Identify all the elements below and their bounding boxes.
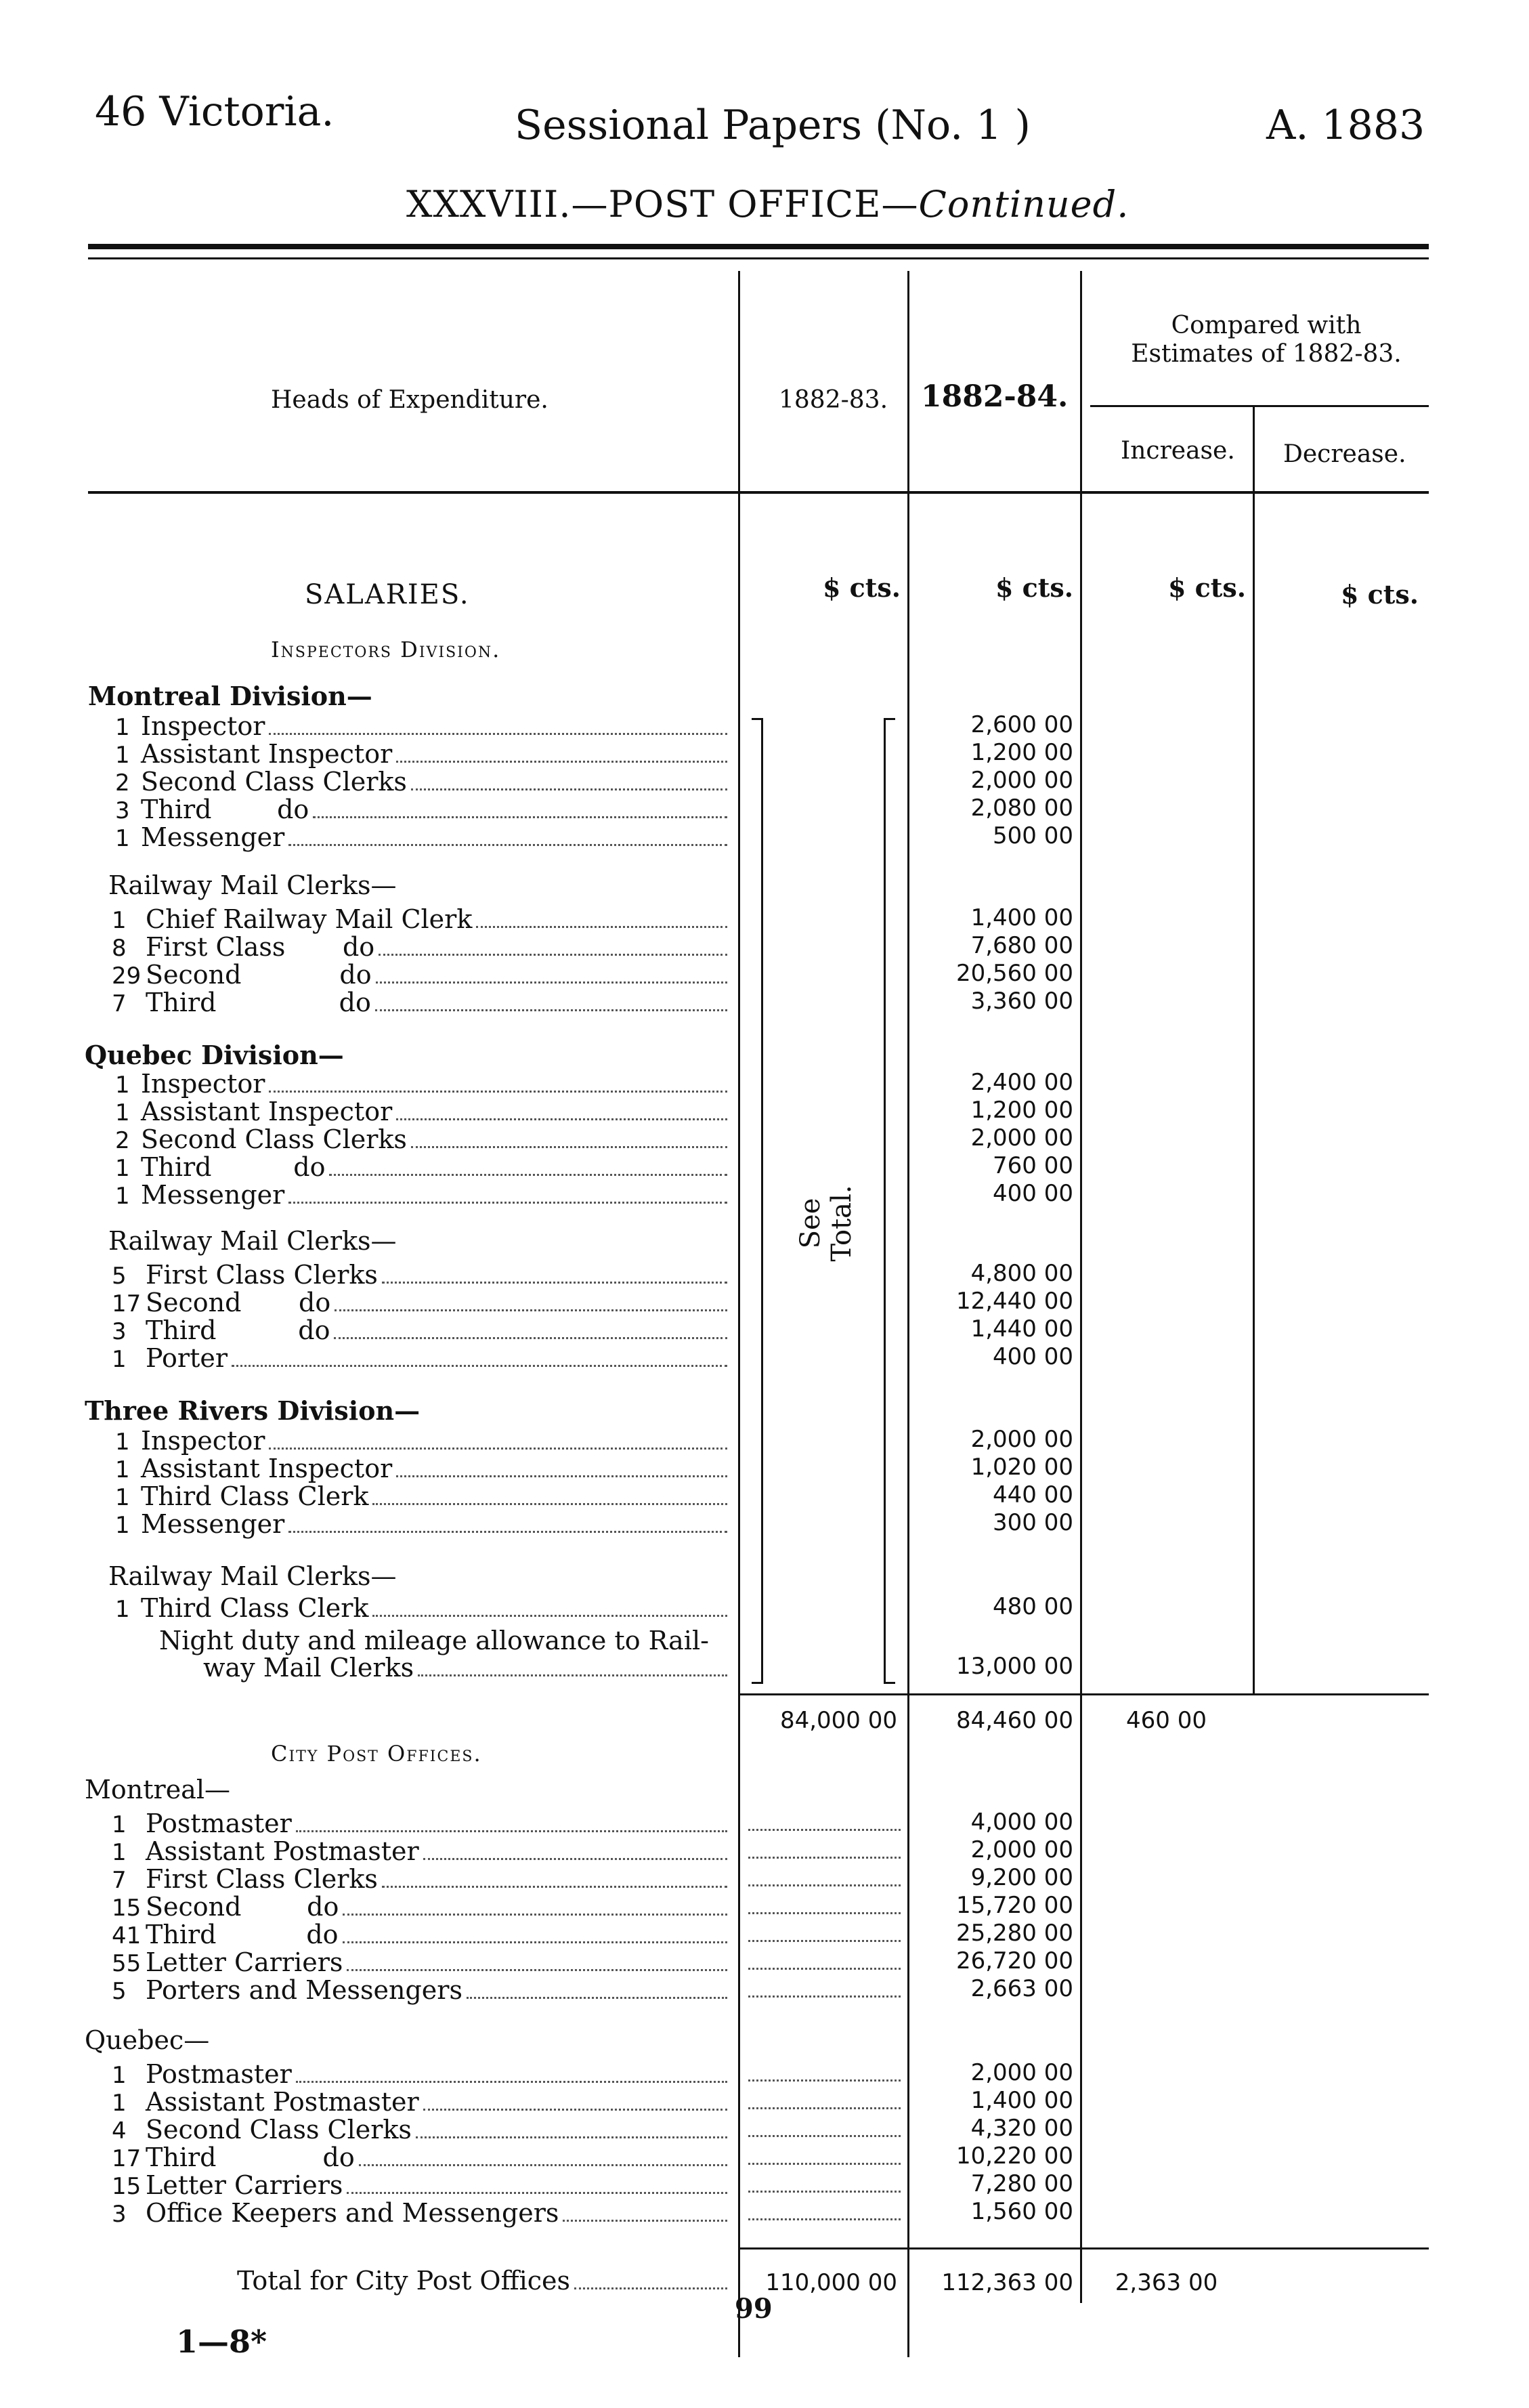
dotted-placeholder: [748, 1829, 901, 1831]
total-city-row: [237, 2266, 731, 2296]
list-item: 3 Office Keepers and Messengers: [112, 2198, 731, 2226]
inspectors-heading: Inspectors Division.: [271, 637, 501, 662]
list-item: 1 Inspector: [115, 711, 731, 739]
salaries-heading: SALARIES.: [305, 579, 470, 610]
montreal-rail-amounts: 1,400 00 7,680 00 20,560 00 3,360 00: [955, 904, 1073, 1015]
list-item: 7 First Class Clerks: [112, 1864, 731, 1892]
quebec-city-list: [112, 2059, 731, 2226]
list-item: 15 Letter Carriers: [112, 2170, 731, 2198]
sessional-papers-label: Sessional Papers (No. 1 ): [515, 102, 1031, 149]
subtotal-increase: 460 00: [1126, 1707, 1207, 1734]
list-item: 3 Third do: [112, 1315, 731, 1343]
year-label: A. 1883: [1266, 102, 1425, 149]
quebec-rail-amounts: 4,800 00 12,440 00 1,440 00 400 00: [955, 1260, 1073, 1370]
list-item: 1 Porter: [112, 1343, 731, 1371]
list-item: 29 Second do: [112, 960, 731, 988]
montreal-city-heading: Montreal—: [85, 1775, 230, 1804]
quebec-rail-list: [112, 1260, 731, 1371]
list-item: 1 Messenger: [115, 1509, 731, 1537]
col-head-compared: Compared with Estimates of 1882-83.: [1131, 312, 1402, 368]
list-item: 1 Messenger: [115, 822, 731, 850]
quebec-division-amounts: 2,400 00 1,200 00 2,000 00 760 00 400 00: [970, 1069, 1073, 1207]
signature-mark: 1—8*: [176, 2323, 267, 2360]
quebec-division-heading: Quebec Division—: [85, 1040, 344, 1070]
list-item: 1 Messenger: [115, 1180, 731, 1208]
list-item: 17 Second do: [112, 1288, 731, 1315]
dotted-placeholder: [748, 1857, 901, 1859]
col-divider-3: [1080, 271, 1082, 2303]
night-duty-line-2-wrap: [203, 1653, 731, 1683]
montreal-rail-heading: Railway Mail Clerks—: [108, 870, 397, 900]
col-head-increase: Increase.: [1121, 437, 1235, 465]
list-item: 1 Assistant Inspector: [115, 1454, 731, 1481]
subtotal-rule: [738, 1693, 1429, 1695]
list-item: 1 Assistant Postmaster: [112, 1836, 731, 1864]
montreal-city-list: [112, 1809, 731, 2003]
list-item: 5 Porters and Messengers: [112, 1975, 731, 2003]
list-item: 2 Second Class Clerks: [115, 1124, 731, 1152]
list-item: 4 Second Class Clerks: [112, 2115, 731, 2142]
session-label: 46 Victoria.: [95, 88, 335, 135]
dotted-placeholder: [748, 1940, 901, 1942]
top-rule-thin: [88, 257, 1429, 259]
list-item: 1 Inspector: [115, 1069, 731, 1097]
dotted-placeholder: [748, 1912, 901, 1914]
left-brace: [752, 718, 763, 1684]
total-city-1882-84: 112,363 00: [941, 2269, 1073, 2296]
col-divider-1: [738, 271, 740, 2357]
top-rule-thick: [88, 244, 1429, 249]
unit-col-1: $ cts.: [823, 572, 901, 603]
quebec-city-amounts: 2,000 00 1,400 00 4,320 00 10,220 00 7,280 00 1,560 00: [955, 2059, 1073, 2225]
list-item: 1 Inspector: [115, 1426, 731, 1454]
list-item: 1 Assistant Inspector: [115, 1097, 731, 1124]
col-head-1882-84: 1882-84.: [921, 379, 1069, 414]
list-item: 17 Third do: [112, 2142, 731, 2170]
list-item: 1 Third Class Clerk: [115, 1593, 731, 1621]
right-brace: [884, 718, 895, 1684]
dotted-placeholder: [748, 2191, 901, 2193]
col-head-decrease: Decrease.: [1283, 440, 1406, 468]
list-item: 1 Third Class Clerk: [115, 1481, 731, 1509]
see-total-label: See Total.: [795, 1185, 857, 1262]
montreal-division-amounts: 2,600 00 1,200 00 2,000 00 2,080 00 500 00: [970, 711, 1073, 849]
list-item: 1 Assistant Postmaster: [112, 2087, 731, 2115]
quebec-division-list: [115, 1069, 731, 1208]
total-city-label: Total for City Post Offices: [237, 2266, 731, 2296]
city-post-offices-heading: City Post Offices.: [271, 1741, 482, 1767]
subtotal-1882-83: 84,000 00: [779, 1707, 897, 1734]
total-city-increase: 2,363 00: [1115, 2269, 1218, 2296]
three-rivers-list: [115, 1426, 731, 1537]
dotted-placeholder: [748, 1995, 901, 1998]
three-rail-amount: 480 00: [993, 1593, 1073, 1620]
montreal-division-heading: Montreal Division—: [88, 681, 372, 711]
col-divider-2: [907, 271, 909, 2357]
list-item: 1 Assistant Inspector: [115, 739, 731, 767]
dotted-placeholder: [748, 1968, 901, 1970]
col-head-1882-83: 1882-83.: [779, 386, 888, 414]
montreal-division-list: [115, 711, 731, 850]
list-item: 41 Third do: [112, 1920, 731, 1947]
three-rail-list: [115, 1593, 731, 1621]
three-rivers-heading: Three Rivers Division—: [85, 1395, 421, 1426]
montreal-rail-list: [112, 904, 731, 1015]
dotted-placeholder: [748, 1884, 901, 1886]
total-rule: [738, 2247, 1429, 2249]
list-item: 8 First Class do: [112, 932, 731, 960]
unit-col-2: $ cts.: [995, 572, 1073, 603]
dotted-placeholder: [748, 2135, 901, 2137]
subtotal-1882-84: 84,460 00: [955, 1707, 1073, 1734]
list-item: 1 Postmaster: [112, 1809, 731, 1836]
list-item: 15 Second do: [112, 1892, 731, 1920]
three-rail-heading: Railway Mail Clerks—: [108, 1561, 397, 1591]
col-head-heads: Heads of Expenditure.: [271, 386, 548, 414]
dotted-placeholder: [748, 2163, 901, 2165]
quebec-city-heading: Quebec—: [85, 2025, 210, 2055]
page-title-continued: Continued.: [918, 183, 1129, 226]
list-item: 1 Third do: [115, 1152, 731, 1180]
list-item: 7 Third do: [112, 988, 731, 1015]
list-item: 2 Second Class Clerks: [115, 767, 731, 795]
dotted-placeholder: [748, 2079, 901, 2082]
list-item: 3 Third do: [115, 795, 731, 822]
page-title: [406, 183, 1129, 226]
unit-col-4: $ cts.: [1341, 579, 1419, 610]
list-item: 1 Postmaster: [112, 2059, 731, 2087]
list-item: way Mail Clerks: [203, 1653, 731, 1683]
night-duty-line-1: Night duty and mileage allowance to Rail-: [159, 1626, 709, 1655]
unit-col-3: $ cts.: [1168, 572, 1246, 603]
header-rule: [88, 491, 1429, 494]
three-rivers-amounts: 2,000 00 1,020 00 440 00 300 00: [970, 1426, 1073, 1536]
total-city-1882-83: 110,000 00: [765, 2269, 897, 2296]
list-item: 5 First Class Clerks: [112, 1260, 731, 1288]
col-divider-4: [1253, 406, 1255, 1693]
list-item: 1 Chief Railway Mail Clerk: [112, 904, 731, 932]
dotted-placeholder: [748, 2107, 901, 2109]
page-number: 99: [735, 2293, 773, 2325]
quebec-rail-heading: Railway Mail Clerks—: [108, 1226, 397, 1256]
dotted-placeholder: [748, 2218, 901, 2220]
night-duty-amount: 13,000 00: [955, 1653, 1073, 1680]
page-title-main: XXXVIII.—POST OFFICE—: [406, 183, 919, 226]
compared-rule: [1090, 405, 1429, 407]
list-item: 55 Letter Carriers: [112, 1947, 731, 1975]
montreal-city-amounts: 4,000 00 2,000 00 9,200 00 15,720 00 25,280 00 26,720 00 2,663 00: [955, 1809, 1073, 2002]
